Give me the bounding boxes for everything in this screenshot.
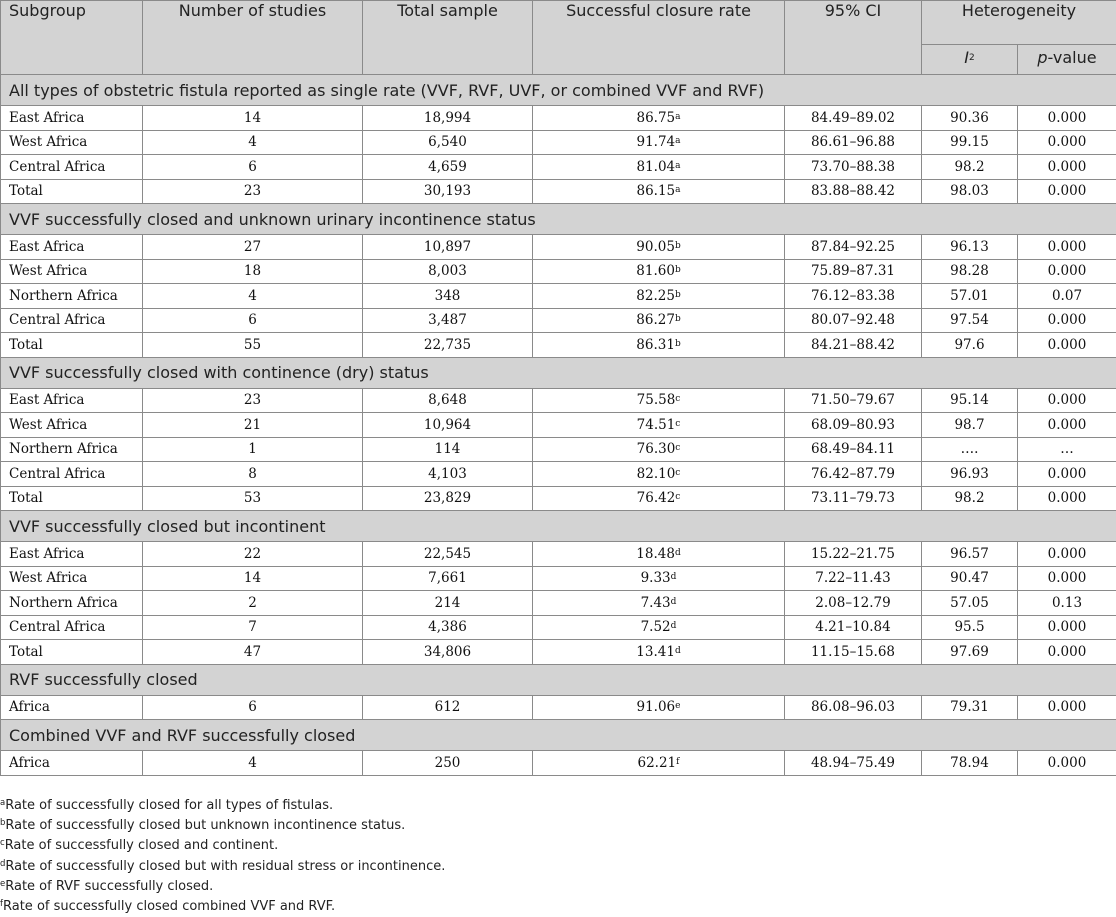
cell-subgroup: Total <box>1 333 143 358</box>
cell-number-of-studies: 8 <box>143 462 363 487</box>
header-total-sample: Total sample <box>363 1 533 75</box>
header-confidence-interval: 95% CI <box>785 1 922 75</box>
cell-number-of-studies: 7 <box>143 615 363 640</box>
cell-total-sample: 114 <box>363 437 533 462</box>
cell-p-value: 0.000 <box>1018 486 1116 511</box>
cell-p-value: 0.000 <box>1018 388 1116 413</box>
cell-i-squared: 98.28 <box>922 259 1018 284</box>
section-header-row <box>1 511 1116 542</box>
cell-total-sample: 30,193 <box>363 179 533 204</box>
cell-confidence-interval: 84.21–88.42 <box>785 333 922 358</box>
cell-number-of-studies: 21 <box>143 413 363 438</box>
p-symbol: p <box>1037 48 1048 67</box>
table-body <box>1 75 1116 776</box>
cell-total-sample: 250 <box>363 751 533 776</box>
cell-number-of-studies: 1 <box>143 437 363 462</box>
section-title: All types of obstetric fistula reported as single rate (VVF, RVF, UVF, or combined VVF and RVF) <box>1 75 1116 106</box>
cell-confidence-interval: 11.15–15.68 <box>785 640 922 665</box>
cell-confidence-interval: 76.12–83.38 <box>785 284 922 309</box>
cell-closure-rate <box>533 751 785 776</box>
closure-rate-value: 74.51 <box>636 416 676 433</box>
header-p-value <box>1018 45 1116 75</box>
closure-rate-value: 82.10 <box>636 465 676 482</box>
table-row <box>1 106 1116 131</box>
cell-closure-rate <box>533 388 785 413</box>
cell-number-of-studies: 22 <box>143 542 363 567</box>
closure-rate-value: 13.41 <box>636 643 675 660</box>
cell-confidence-interval: 68.09–80.93 <box>785 413 922 438</box>
cell-subgroup: West Africa <box>1 259 143 284</box>
cell-i-squared: 96.93 <box>922 462 1018 487</box>
table-row <box>1 284 1116 309</box>
footnote-text: Rate of successfully closed but with residual stress or incontinence. <box>5 858 446 874</box>
cell-p-value: 0.000 <box>1018 542 1116 567</box>
section-title: VVF successfully closed and unknown urinary incontinence status <box>1 204 1116 235</box>
cell-number-of-studies: 47 <box>143 640 363 665</box>
cell-subgroup: Total <box>1 640 143 665</box>
footnote-marker: c <box>675 492 681 503</box>
cell-total-sample: 6,540 <box>363 130 533 155</box>
cell-number-of-studies: 4 <box>143 130 363 155</box>
cell-closure-rate <box>533 437 785 462</box>
cell-subgroup: Central Africa <box>1 308 143 333</box>
footnote-marker: d <box>670 621 677 632</box>
cell-p-value: 0.000 <box>1018 413 1116 438</box>
footnote-mark: e <box>0 878 6 889</box>
cell-confidence-interval: 86.61–96.88 <box>785 130 922 155</box>
footnote-marker: d <box>670 572 677 583</box>
cell-total-sample: 34,806 <box>363 640 533 665</box>
footnote-marker: b <box>674 289 681 300</box>
cell-number-of-studies: 2 <box>143 591 363 616</box>
table-row <box>1 179 1116 204</box>
cell-number-of-studies: 23 <box>143 179 363 204</box>
table-row <box>1 751 1116 776</box>
header-closure-rate: Successful closure rate <box>533 1 785 75</box>
cell-i-squared: 98.7 <box>922 413 1018 438</box>
cell-subgroup: West Africa <box>1 130 143 155</box>
footnote <box>0 897 445 917</box>
closure-rate-value: 90.05 <box>636 238 675 255</box>
cell-i-squared: 98.2 <box>922 486 1018 511</box>
cell-p-value: … <box>1018 437 1116 462</box>
closure-rate-value: 76.30 <box>636 441 676 458</box>
footnote-marker: d <box>674 547 681 558</box>
footnote <box>0 857 445 877</box>
cell-closure-rate <box>533 235 785 260</box>
cell-number-of-studies: 4 <box>143 751 363 776</box>
cell-total-sample: 8,648 <box>363 388 533 413</box>
cell-closure-rate <box>533 130 785 155</box>
closure-rate-value: 82.25 <box>636 287 675 304</box>
cell-number-of-studies: 6 <box>143 155 363 180</box>
footnote <box>0 877 445 897</box>
cell-confidence-interval: 80.07–92.48 <box>785 308 922 333</box>
header-heterogeneity: Heterogeneity <box>922 1 1116 45</box>
cell-subgroup: West Africa <box>1 566 143 591</box>
table-row <box>1 388 1116 413</box>
cell-subgroup: Africa <box>1 751 143 776</box>
footnote-marker: a <box>675 136 681 147</box>
closure-rate-value: 86.75 <box>636 109 676 126</box>
cell-closure-rate <box>533 259 785 284</box>
cell-number-of-studies: 27 <box>143 235 363 260</box>
footnote-text: Rate of successfully closed and continent. <box>4 838 279 854</box>
cell-i-squared: 95.14 <box>922 388 1018 413</box>
closure-rate-value: 86.31 <box>636 336 675 353</box>
header-i-squared <box>922 45 1018 75</box>
footnote-marker: a <box>675 111 681 122</box>
footnote-mark: b <box>0 818 6 829</box>
footnote-text: Rate of successfully closed for all types of fistulas. <box>5 798 334 813</box>
cell-i-squared: 96.57 <box>922 542 1018 567</box>
table-row <box>1 486 1116 511</box>
closure-rate-value: 81.60 <box>636 263 675 280</box>
p-value-suffix: -value <box>1047 48 1097 67</box>
cell-confidence-interval: 7.22–11.43 <box>785 566 922 591</box>
cell-closure-rate <box>533 615 785 640</box>
cell-closure-rate <box>533 106 785 131</box>
cell-p-value: 0.000 <box>1018 615 1116 640</box>
table-row <box>1 542 1116 567</box>
cell-p-value: 0.000 <box>1018 106 1116 131</box>
footnote-marker: a <box>675 185 681 196</box>
table-row <box>1 308 1116 333</box>
cell-p-value: 0.000 <box>1018 259 1116 284</box>
cell-confidence-interval: 2.08–12.79 <box>785 591 922 616</box>
section-title: VVF successfully closed with continence (dry) status <box>1 357 1116 388</box>
cell-p-value: 0.07 <box>1018 284 1116 309</box>
cell-total-sample: 7,661 <box>363 566 533 591</box>
section-title: Combined VVF and RVF successfully closed <box>1 720 1116 751</box>
cell-subgroup: Total <box>1 486 143 511</box>
table-row <box>1 155 1116 180</box>
cell-closure-rate <box>533 542 785 567</box>
cell-subgroup: Central Africa <box>1 462 143 487</box>
cell-confidence-interval: 68.49–84.11 <box>785 437 922 462</box>
table-header <box>1 1 1116 75</box>
cell-confidence-interval: 76.42–87.79 <box>785 462 922 487</box>
cell-total-sample: 214 <box>363 591 533 616</box>
cell-p-value: 0.000 <box>1018 640 1116 665</box>
cell-number-of-studies: 6 <box>143 308 363 333</box>
closure-rate-value: 86.15 <box>636 183 676 200</box>
cell-subgroup: Northern Africa <box>1 437 143 462</box>
table-row <box>1 333 1116 358</box>
footnote-marker: d <box>670 596 677 607</box>
cell-subgroup: East Africa <box>1 542 143 567</box>
closure-rate-value: 81.04 <box>636 158 676 175</box>
footnote-marker: d <box>674 645 681 656</box>
cell-total-sample: 4,659 <box>363 155 533 180</box>
cell-subgroup: Central Africa <box>1 155 143 180</box>
cell-confidence-interval: 73.70–88.38 <box>785 155 922 180</box>
closure-rate-value: 86.27 <box>636 312 675 329</box>
cell-confidence-interval: 87.84–92.25 <box>785 235 922 260</box>
header-subgroup: Subgroup <box>1 1 143 75</box>
table-row <box>1 462 1116 487</box>
footnote-marker: e <box>675 701 681 712</box>
section-header-row <box>1 75 1116 106</box>
cell-closure-rate <box>533 591 785 616</box>
cell-i-squared: 96.13 <box>922 235 1018 260</box>
footnote-mark: a <box>0 798 6 808</box>
footnote-marker: c <box>675 443 681 454</box>
table-row <box>1 259 1116 284</box>
closure-rate-value: 91.06 <box>636 699 676 716</box>
closure-rate-value: 7.43 <box>640 594 671 611</box>
cell-confidence-interval: 71.50–79.67 <box>785 388 922 413</box>
cell-number-of-studies: 6 <box>143 695 363 720</box>
cell-number-of-studies: 4 <box>143 284 363 309</box>
cell-subgroup: Total <box>1 179 143 204</box>
cell-subgroup: Africa <box>1 695 143 720</box>
cell-total-sample: 4,103 <box>363 462 533 487</box>
footnote <box>0 816 445 836</box>
cell-closure-rate <box>533 308 785 333</box>
cell-confidence-interval: 86.08–96.03 <box>785 695 922 720</box>
table-row <box>1 566 1116 591</box>
table-row <box>1 235 1116 260</box>
cell-subgroup: East Africa <box>1 106 143 131</box>
footnote-mark: c <box>0 838 5 849</box>
cell-i-squared: 57.01 <box>922 284 1018 309</box>
cell-number-of-studies: 53 <box>143 486 363 511</box>
cell-confidence-interval: 75.89–87.31 <box>785 259 922 284</box>
cell-closure-rate <box>533 695 785 720</box>
cell-i-squared: 90.36 <box>922 106 1018 131</box>
cell-total-sample: 10,897 <box>363 235 533 260</box>
cell-confidence-interval: 48.94–75.49 <box>785 751 922 776</box>
cell-closure-rate <box>533 179 785 204</box>
cell-i-squared: …. <box>922 437 1018 462</box>
cell-p-value: 0.13 <box>1018 591 1116 616</box>
cell-p-value: 0.000 <box>1018 695 1116 720</box>
cell-i-squared: 97.54 <box>922 308 1018 333</box>
cell-total-sample: 22,545 <box>363 542 533 567</box>
cell-i-squared: 95.5 <box>922 615 1018 640</box>
closure-rate-value: 18.48 <box>636 545 675 562</box>
cell-p-value: 0.000 <box>1018 462 1116 487</box>
cell-i-squared: 98.03 <box>922 179 1018 204</box>
cell-subgroup: Northern Africa <box>1 591 143 616</box>
cell-closure-rate <box>533 640 785 665</box>
footnotes <box>0 796 445 917</box>
header-number-of-studies: Number of studies <box>143 1 363 75</box>
cell-confidence-interval: 83.88–88.42 <box>785 179 922 204</box>
cell-p-value: 0.000 <box>1018 308 1116 333</box>
cell-confidence-interval: 15.22–21.75 <box>785 542 922 567</box>
cell-closure-rate <box>533 333 785 358</box>
cell-total-sample: 10,964 <box>363 413 533 438</box>
cell-subgroup: West Africa <box>1 413 143 438</box>
footnote-marker: a <box>675 160 681 171</box>
cell-i-squared: 98.2 <box>922 155 1018 180</box>
cell-subgroup: East Africa <box>1 235 143 260</box>
cell-closure-rate <box>533 486 785 511</box>
cell-closure-rate <box>533 566 785 591</box>
cell-p-value: 0.000 <box>1018 130 1116 155</box>
cell-i-squared: 97.6 <box>922 333 1018 358</box>
table-row <box>1 437 1116 462</box>
closure-rate-value: 75.58 <box>636 392 676 409</box>
cell-subgroup: Central Africa <box>1 615 143 640</box>
footnote <box>0 796 445 816</box>
footnote-marker: c <box>675 418 681 429</box>
cell-number-of-studies: 23 <box>143 388 363 413</box>
closure-rate-value: 62.21 <box>637 754 677 771</box>
cell-p-value: 0.000 <box>1018 566 1116 591</box>
cell-subgroup: East Africa <box>1 388 143 413</box>
cell-closure-rate <box>533 413 785 438</box>
footnote-mark: d <box>0 858 6 869</box>
cell-total-sample: 348 <box>363 284 533 309</box>
cell-p-value: 0.000 <box>1018 155 1116 180</box>
cell-total-sample: 3,487 <box>363 308 533 333</box>
table-row <box>1 591 1116 616</box>
cell-p-value: 0.000 <box>1018 179 1116 204</box>
cell-number-of-studies: 18 <box>143 259 363 284</box>
cell-total-sample: 22,735 <box>363 333 533 358</box>
footnote-text: Rate of successfully closed combined VVF and RVF. <box>3 899 336 915</box>
table-row <box>1 640 1116 665</box>
table-row <box>1 615 1116 640</box>
footnote-marker: c <box>675 394 681 405</box>
cell-i-squared: 90.47 <box>922 566 1018 591</box>
footnote-marker: c <box>675 467 681 478</box>
footnote-marker: b <box>674 314 681 325</box>
footnote-marker: b <box>674 338 681 349</box>
section-header-row <box>1 720 1116 751</box>
cell-closure-rate <box>533 462 785 487</box>
cell-p-value: 0.000 <box>1018 333 1116 358</box>
section-header-row <box>1 357 1116 388</box>
cell-number-of-studies: 14 <box>143 566 363 591</box>
table-row <box>1 130 1116 155</box>
cell-total-sample: 612 <box>363 695 533 720</box>
cell-p-value: 0.000 <box>1018 751 1116 776</box>
table-row <box>1 695 1116 720</box>
i2-superscript: 2 <box>968 53 975 63</box>
footnote-mark: f <box>0 899 3 910</box>
closure-rate-value: 7.52 <box>640 619 671 636</box>
cell-total-sample: 8,003 <box>363 259 533 284</box>
closure-rate-value: 91.74 <box>636 134 676 151</box>
footnote-marker: b <box>674 265 681 276</box>
footnote <box>0 836 445 856</box>
footnote-marker: f <box>676 756 680 767</box>
cell-number-of-studies: 14 <box>143 106 363 131</box>
cell-subgroup: Northern Africa <box>1 284 143 309</box>
section-header-row <box>1 664 1116 695</box>
table-row <box>1 413 1116 438</box>
cell-i-squared: 79.31 <box>922 695 1018 720</box>
closure-rate-value: 76.42 <box>636 490 676 507</box>
cell-closure-rate <box>533 284 785 309</box>
cell-i-squared: 57.05 <box>922 591 1018 616</box>
cell-confidence-interval: 73.11–79.73 <box>785 486 922 511</box>
footnote-text: Rate of RVF successfully closed. <box>5 878 214 894</box>
cell-total-sample: 18,994 <box>363 106 533 131</box>
cell-p-value: 0.000 <box>1018 235 1116 260</box>
cell-confidence-interval: 84.49–89.02 <box>785 106 922 131</box>
section-title: RVF successfully closed <box>1 664 1116 695</box>
cell-number-of-studies: 55 <box>143 333 363 358</box>
cell-i-squared: 99.15 <box>922 130 1018 155</box>
footnote-marker: b <box>674 240 681 251</box>
cell-total-sample: 23,829 <box>363 486 533 511</box>
i2-symbol: I <box>964 48 969 67</box>
section-header-row <box>1 204 1116 235</box>
closure-rate-value: 9.33 <box>640 570 671 587</box>
cell-confidence-interval: 4.21–10.84 <box>785 615 922 640</box>
cell-i-squared: 97.69 <box>922 640 1018 665</box>
cell-closure-rate <box>533 155 785 180</box>
footnote-text: Rate of successfully closed but unknown incontinence status. <box>5 818 406 834</box>
cell-i-squared: 78.94 <box>922 751 1018 776</box>
cell-total-sample: 4,386 <box>363 615 533 640</box>
section-title: VVF successfully closed but incontinent <box>1 511 1116 542</box>
